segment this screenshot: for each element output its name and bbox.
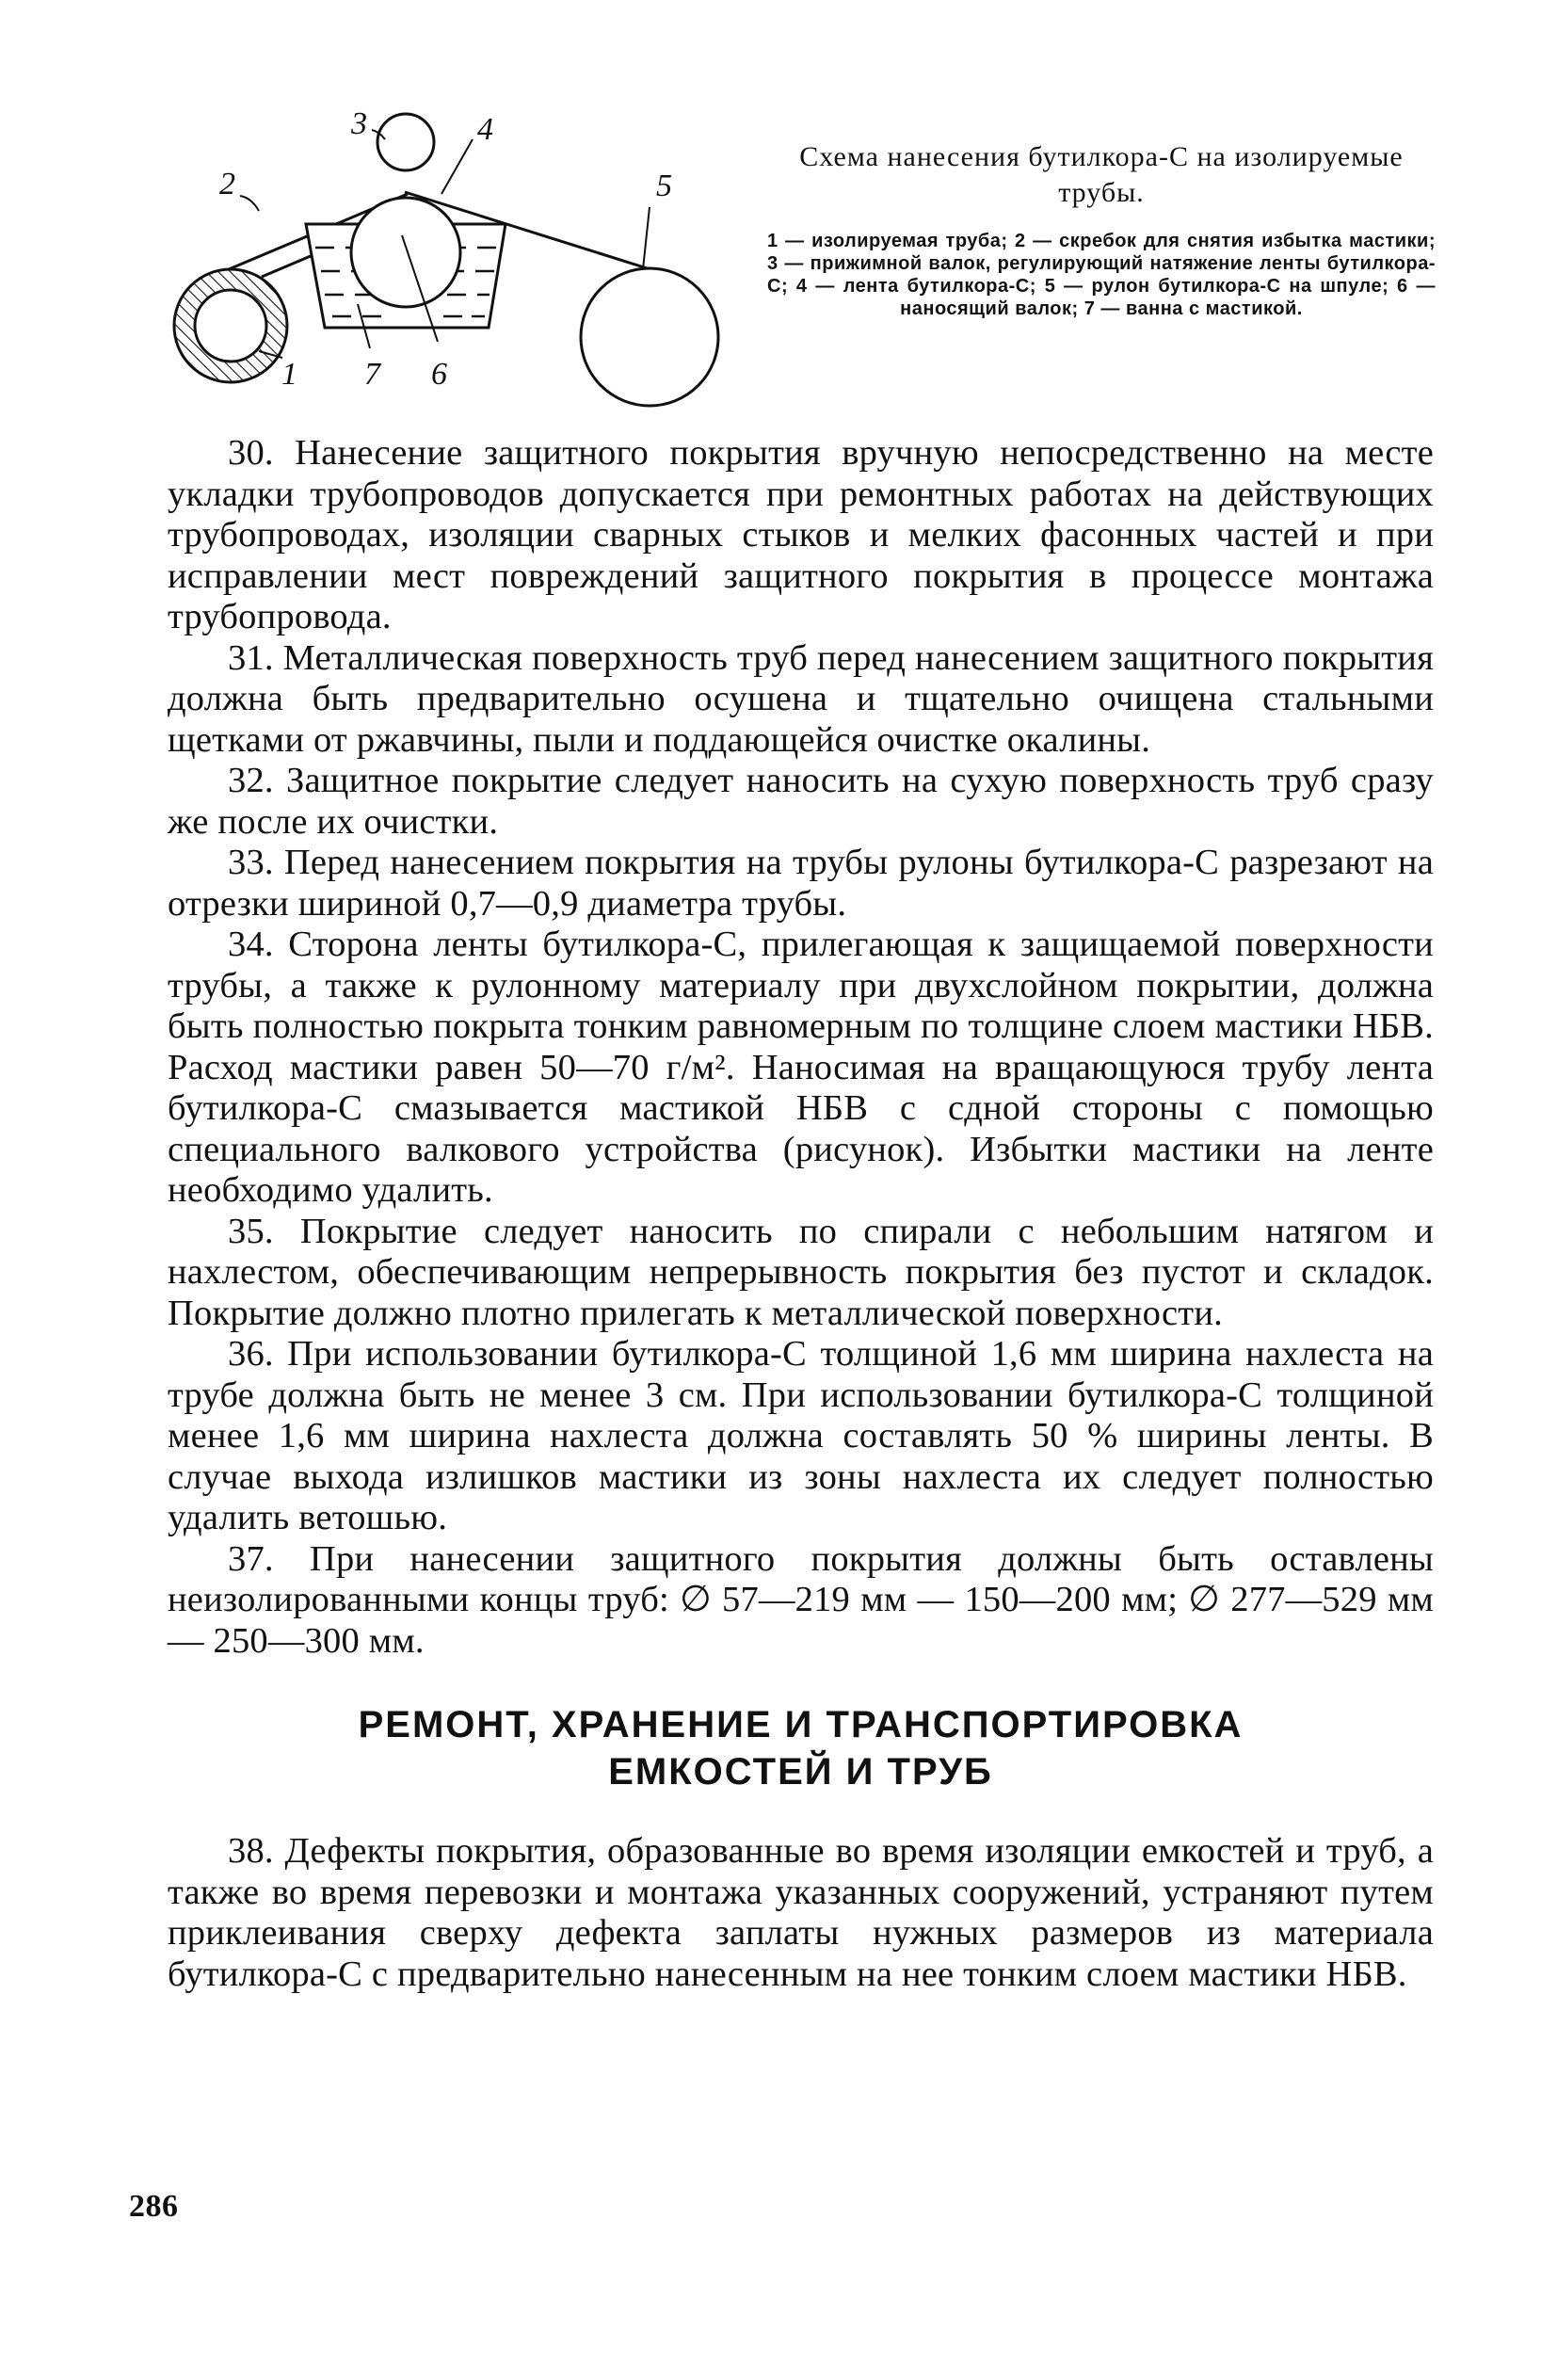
pressing-roller	[377, 114, 434, 170]
body-text	[168, 433, 1434, 1995]
applying-roller	[351, 198, 460, 307]
paragraph-30: 30. Нанесение защитного покрытия вручную непосредственно на месте укладки трубопроводов допускается при ремонтных работах на действующих трубопроводах, изоляции сварных стыков и мелких фасонных частей и при исправлении мест повреждений защитного покрытия в процессе монтажа трубопровода.	[168, 433, 1434, 636]
application-scheme-figure	[165, 111, 730, 412]
paragraph-31: 31. Металлическая поверхность труб перед нанесением защитного покрытия должна быть предварительно осушена и тщательно очищена стальными щетками от ржавчины, пыли и поддающейся очистке окалины.	[168, 637, 1434, 760]
paragraph-32: 32. Защитное покрытие следует наносить на сухую поверхность труб сразу же после их очистки.	[168, 761, 1434, 842]
fig-label-5: 5	[656, 169, 672, 203]
fig-label-4: 4	[477, 112, 493, 147]
section-heading-line-1: РЕМОНТ, ХРАНЕНИЕ И ТРАНСПОРТИРОВКА	[358, 1704, 1244, 1745]
paragraph-33: 33. Перед нанесением покрытия на трубы рулоны бутилкора-С разрезают на отрезки шириной 0,7—0,9 диаметра трубы.	[168, 843, 1434, 924]
pipe-hatched-ring	[174, 269, 287, 382]
paragraph-34: 34. Сторона ленты бутилкора-С, прилегающая к защищаемой поверхности трубы, а также к рулонному материалу при двухслойном покрытии, должна быть полностью покрыта тонким равномерным по толщине слоем мастики НБВ. Расход мастики равен 50—70 г/м². Наносимая на вращающуюся трубу лента бутилкора-С смазывается мастикой НБВ с сдной стороны с помощью специального валкового устройства (рисунок). Избытки мастики на ленте необходимо удалить.	[168, 925, 1434, 1210]
fig-label-1: 1	[281, 357, 297, 392]
butylkor-application-diagram	[165, 111, 730, 412]
fig-label-2: 2	[219, 167, 235, 201]
paragraph-37: 37. При нанесении защитного покрытия должны быть оставлены неизолированными концы труб: ∅ 57—219 мм — 150—200 мм; ∅ 277—529 мм — 250—300 мм.	[168, 1538, 1434, 1661]
fig-label-6: 6	[431, 357, 447, 392]
caption-title: Схема нанесения бутилкора-С на изолируемые трубы.	[799, 141, 1404, 208]
paragraph-36: 36. При использовании бутилкора-С толщиной 1,6 мм ширина нахлеста на трубе должна быть не менее 3 см. При использовании бутилкора-С толщиной менее 1,6 мм ширина нахлеста должна составлять 50 % ширины ленты. В случае выхода излишков мастики из зоны нахлеста их следует полностью удалить ветошью.	[168, 1334, 1434, 1537]
paragraph-38: 38. Дефекты покрытия, образованные во время изоляции емкостей и труб, а также во время перевозки и монтажа указанных сооружений, устраняют путем приклеивания сверху дефекта заплаты нужных размеров из материала бутилкора-С с предварительно нанесенным на нее тонким слоем мастики НБВ.	[168, 1831, 1434, 1994]
fig-label-7: 7	[364, 357, 380, 392]
section-heading-line-2: ЕМКОСТЕЙ И ТРУБ	[608, 1751, 993, 1793]
paragraph-35: 35. Покрытие следует наносить по спирали с небольшим натягом и нахлестом, обеспечивающим непрерывность покрытия без пустот и складок. Покрытие должно плотно прилегать к металлической поверхности.	[168, 1211, 1434, 1333]
caption-legend: 1 — изолируемая труба; 2 — скребок для снятия избытка мастики; 3 — прижимной валок, регулирующий натяжение ленты бутилкора-С; 4 — лента бутилкора-С; 5 — рулон бутилкора-С на шпуле; 6 — наносящий валок; 7 — ванна с мастикой.	[767, 231, 1436, 319]
fig-label-3: 3	[351, 111, 367, 141]
figure-caption	[767, 139, 1436, 339]
section-heading	[168, 1701, 1434, 1795]
page-number: 286	[129, 2189, 179, 2224]
tape-roll-spool	[581, 268, 718, 406]
